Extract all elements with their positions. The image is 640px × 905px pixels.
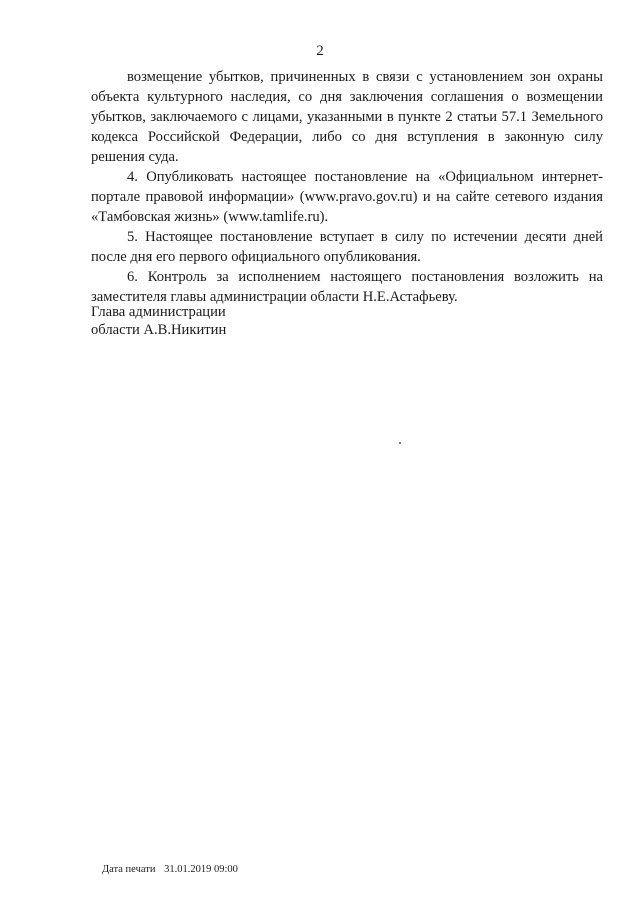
paragraph-continuation: возмещение убытков, причиненных в связи с установлением зон охраны объекта культурного наследия, со дня заключения соглашения о возмещении убытков, заключаемого с лицами, указанными в пункте 2 статьи 57.1 Земельного кодекса Российской Федерации, либо со дня вступления в законную силу решения суда. [91, 69, 603, 165]
document-body [91, 67, 603, 307]
signature-block [91, 303, 226, 339]
scan-speck [399, 442, 401, 444]
page-number: 2 [316, 43, 324, 59]
signature-title: Глава администрации [91, 304, 226, 320]
paragraph-item-6: 6. Контроль за исполнением настоящего постановления возложить на заместителя главы администрации области Н.Е.Астафьеву. [91, 269, 603, 305]
signature-name: области А.В.Никитин [91, 322, 227, 338]
paragraph-item-4: 4. Опубликовать настоящее постановление на «Официальном интернет-портале правовой информации» (www.pravo.gov.ru) и на сайте сетевого издания «Тамбовская жизнь» (www.tamlife.ru). [91, 169, 603, 225]
print-date-value: 31.01.2019 09:00 [164, 864, 238, 875]
print-date-footer [102, 864, 238, 875]
paragraph-item-5: 5. Настоящее постановление вступает в силу по истечении десяти дней после дня его первого официального опубликования. [91, 229, 603, 265]
print-date-label: Дата печати [102, 864, 156, 875]
